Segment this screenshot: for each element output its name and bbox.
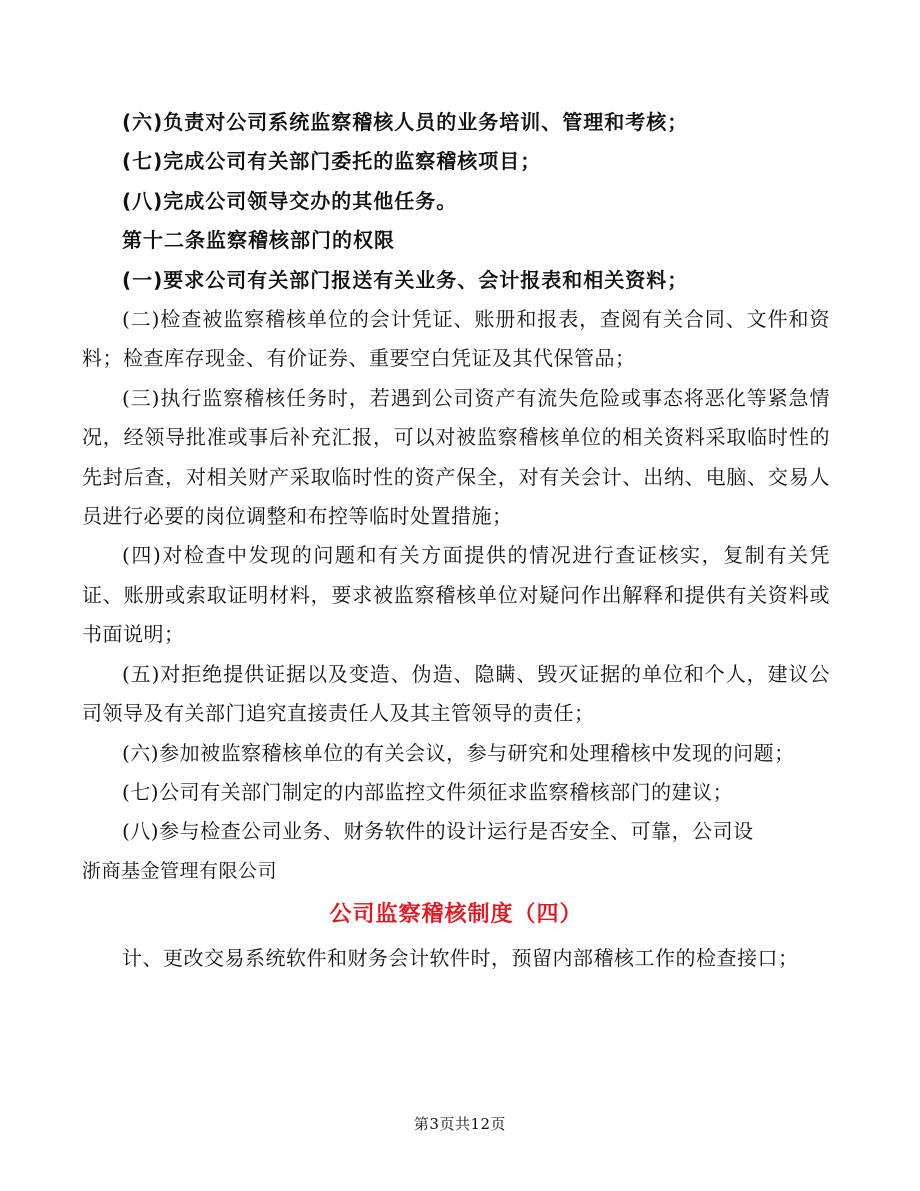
paragraph-authority-1: (一)要求公司有关部门报送有关业务、会计报表和相关资料； — [122, 267, 689, 292]
paragraph-authority-5: (五)对拒绝提供证据以及变造、伪造、隐瞒、毁灭证据的单位和个人，建议公司领导及有关部门追究直接责任人及其主管领导的责任； — [82, 661, 830, 726]
paragraph-duty-8: (八)完成公司领导交办的其他任务。 — [122, 188, 458, 213]
company-name: 浙商基金管理有限公司 — [82, 859, 278, 882]
paragraph-authority-8: (八)参与检查公司业务、财务软件的设计运行是否安全、可靠，公司设 — [122, 819, 754, 844]
document-body — [82, 103, 830, 979]
paragraph-duty-6: (六)负责对公司系统监察稽核人员的业务培训、管理和考核； — [122, 110, 689, 134]
paragraph-authority-7: (七)公司有关部门制定的内部监控文件须征求监察稽核部门的建议； — [122, 779, 734, 804]
page-number-footer: 第3页共12页 — [413, 1115, 507, 1133]
paragraph-continuation: 计、更改交易系统软件和财务会计软件时，预留内部稽核工作的检查接口； — [122, 946, 799, 971]
paragraph-authority-6: (六)参加被监察稽核单位的有关会议，参与研究和处理稽核中发现的问题； — [122, 740, 795, 765]
paragraph-authority-3: (三)执行监察稽核任务时，若遇到公司资产有流失危险或事态将恶化等紧急情况，经领导批准或事后补充汇报，可以对被监察稽核单位的相关资料采取临时性的先封后查，对相关财产采取临时性的资产保全，对有关会计、出纳、电脑、交易人员进行必要的岗位调整和布控等临时处置措施； — [82, 385, 830, 529]
article-12-title: 第十二条监察稽核部门的权限 — [122, 228, 395, 253]
paragraph-authority-2: (二)检查被监察稽核单位的会计凭证、账册和报表，查阅有关合同、文件和资料；检查库存现金、有价证券、重要空白凭证及其代保管品； — [82, 307, 830, 371]
paragraph-duty-7: (七)完成公司有关部门委托的监察稽核项目； — [122, 149, 542, 174]
section-heading: 公司监察稽核制度（四） — [329, 902, 583, 928]
paragraph-authority-4: (四)对检查中发现的问题和有关方面提供的情况进行查证核实，复制有关凭证、账册或索取证明材料，要求被监察稽核单位对疑问作出解释和提供有关资料或书面说明； — [82, 543, 830, 647]
